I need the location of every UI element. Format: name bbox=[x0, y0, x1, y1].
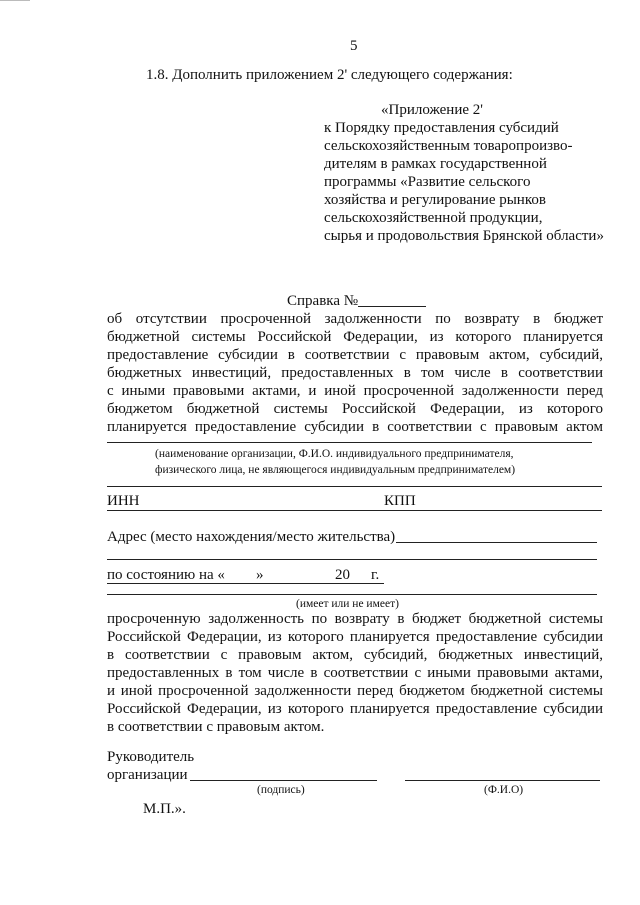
has-blank bbox=[107, 594, 597, 595]
appendix-header-line: программы «Развитие сельского bbox=[324, 174, 531, 190]
name-caption: (Ф.И.О) bbox=[484, 784, 524, 796]
body-line: Российской Федерации, из которого планируется предоставление субсидии bbox=[107, 701, 603, 717]
body-line: бюджетом бюджетной системы Российской Федерации, из которого bbox=[107, 401, 603, 417]
body-line: бюджетной системы Российской Федерации, из которого планируется bbox=[107, 329, 603, 345]
appendix-header-line: дителям в рамках государственной bbox=[324, 156, 547, 172]
kpp-label: КПП bbox=[384, 493, 416, 509]
organization-caption: (наименование организации, Ф.И.О. индивидуального предпринимателя, bbox=[155, 448, 514, 460]
body-line: просроченную задолженность по возврату в бюджет бюджетной системы bbox=[107, 611, 603, 627]
seal-label: М.П.». bbox=[143, 801, 186, 817]
certificate-title: Справка № bbox=[287, 293, 359, 309]
organization-label: организации bbox=[107, 767, 188, 783]
appendix-header-line: сырья и продовольствия Брянской области» bbox=[324, 228, 604, 244]
body-line: с иными правовыми актами, и иной просроченной задолженности перед bbox=[107, 383, 603, 399]
certificate-number-blank bbox=[358, 306, 426, 307]
address-blank-2 bbox=[107, 559, 597, 560]
date-underline bbox=[107, 583, 384, 584]
appendix-header-line: сельскохозяйственным товаропроизво- bbox=[324, 138, 573, 154]
appendix-header-line: «Приложение 2' bbox=[381, 102, 483, 118]
body-line: планируется предоставление субсидии в соответствии с правовым актом bbox=[107, 419, 603, 435]
body-line: и иной просроченной задолженности перед бюджетом бюджетной системы bbox=[107, 683, 603, 699]
body-line: в соответствии с правовым актом. bbox=[107, 719, 325, 735]
body-line: Российской Федерации, из которого планируется предоставление субсидии bbox=[107, 629, 603, 645]
appendix-header-line: сельскохозяйственной продукции, bbox=[324, 210, 543, 226]
body-line: в соответствии с правовым актом, субсидий, бюджетных инвестиций, bbox=[107, 647, 603, 663]
inn-label: ИНН bbox=[107, 493, 140, 509]
page-number: 5 bbox=[350, 38, 358, 54]
scan-edge-mark bbox=[0, 0, 30, 1]
body-line: предоставленных в том числе в соответствии с иными правовыми актами, bbox=[107, 665, 603, 681]
appendix-header-line: хозяйства и регулирование рынков bbox=[324, 192, 546, 208]
body-line: бюджетных инвестиций, предоставленных в том числе в соответствии bbox=[107, 365, 603, 381]
name-blank bbox=[405, 780, 600, 781]
date-year-prefix: 20 bbox=[335, 567, 350, 583]
date-close-quote: » bbox=[256, 567, 264, 583]
address-label: Адрес (место нахождения/место жительства) bbox=[107, 529, 396, 545]
intro-paragraph: 1.8. Дополнить приложением 2' следующего содержания: bbox=[146, 67, 513, 83]
inn-kpp-underline bbox=[107, 510, 602, 511]
date-prefix: по состоянию на « bbox=[107, 567, 225, 583]
body-line: предоставление субсидии в соответствии с правовым актом, субсидий, bbox=[107, 347, 603, 363]
organization-name-blank bbox=[107, 442, 592, 443]
organization-caption: физического лица, не являющегося индивидуальным предпринимателем) bbox=[155, 464, 516, 476]
body-line: об отсутствии просроченной задолженности по возврату в бюджет bbox=[107, 311, 603, 327]
signature-blank bbox=[190, 780, 377, 781]
signature-caption: (подпись) bbox=[257, 784, 305, 796]
date-year-suffix: г. bbox=[371, 567, 380, 583]
has-caption: (имеет или не имеет) bbox=[296, 598, 399, 610]
organization-extra-blank bbox=[107, 486, 602, 487]
address-blank bbox=[396, 542, 597, 543]
head-label: Руководитель bbox=[107, 749, 195, 765]
appendix-header-line: к Порядку предоставления субсидий bbox=[324, 120, 559, 136]
